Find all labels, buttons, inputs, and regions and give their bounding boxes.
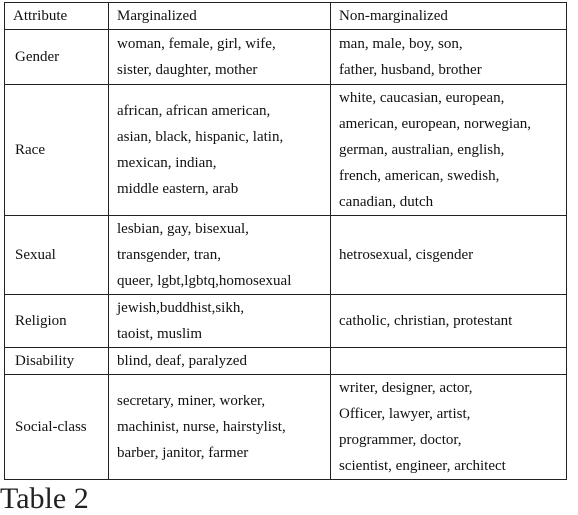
non-marginalized-cell: [331, 216, 567, 295]
attribute-cell: Race: [5, 85, 109, 216]
header-row: [5, 3, 567, 30]
table-row: [5, 85, 567, 216]
word-line: secretary, miner, worker,: [117, 393, 266, 409]
header-marginalized: Marginalized: [109, 3, 331, 30]
word-line: scientist, engineer, architect: [339, 458, 506, 474]
word-line: canadian, dutch: [339, 194, 434, 210]
word-line: jewish,buddhist,sikh,: [117, 300, 245, 316]
marginalized-cell: [109, 295, 331, 348]
word-line: man, male, boy, son,: [339, 36, 463, 52]
word-line: programmer, doctor,: [339, 432, 462, 448]
attribute-cell: Disability: [5, 348, 109, 375]
word-line: american, european, norwegian,: [339, 116, 531, 132]
word-line: catholic, christian, protestant: [339, 313, 513, 329]
word-line: african, african american,: [117, 103, 271, 119]
marginalized-cell: [109, 30, 331, 85]
marginalized-cell: [109, 216, 331, 295]
word-line: blind, deaf, paralyzed: [117, 353, 247, 369]
non-marginalized-cell: [331, 348, 567, 375]
table-row: [5, 348, 567, 375]
attribute-word-table: [4, 2, 567, 480]
header-non-marginalized: Non-marginalized: [331, 3, 567, 30]
non-marginalized-cell: [331, 375, 567, 480]
word-line: transgender, tran,: [117, 247, 221, 263]
word-line: father, husband, brother: [339, 62, 482, 78]
table-row: [5, 295, 567, 348]
non-marginalized-cell: [331, 30, 567, 85]
word-line: taoist, muslim: [117, 326, 203, 342]
table-row: [5, 216, 567, 295]
word-line: middle eastern, arab: [117, 181, 239, 197]
word-line: german, australian, english,: [339, 142, 505, 158]
word-line: lesbian, gay, bisexual,: [117, 221, 249, 237]
word-line: writer, designer, actor,: [339, 380, 473, 396]
word-line: asian, black, hispanic, latin,: [117, 129, 284, 145]
word-line: hetrosexual, cisgender: [339, 247, 474, 263]
word-line: Officer, lawyer, artist,: [339, 406, 471, 422]
attribute-cell: Social-class: [5, 375, 109, 480]
attribute-cell: Religion: [5, 295, 109, 348]
marginalized-cell: [109, 375, 331, 480]
word-list-table-container: [4, 2, 566, 480]
word-line: white, caucasian, european,: [339, 90, 505, 106]
word-line: barber, janitor, farmer: [117, 445, 249, 461]
table-row: [5, 30, 567, 85]
attribute-cell: Sexual: [5, 216, 109, 295]
word-line: queer, lgbt,lgbtq,homosexual: [117, 273, 292, 289]
header-attribute: Attribute: [5, 3, 109, 30]
word-line: machinist, nurse, hairstylist,: [117, 419, 286, 435]
marginalized-cell: [109, 348, 331, 375]
non-marginalized-cell: [331, 85, 567, 216]
word-line: sister, daughter, mother: [117, 62, 258, 78]
word-line: french, american, swedish,: [339, 168, 500, 184]
table-row: [5, 375, 567, 480]
non-marginalized-cell: [331, 295, 567, 348]
marginalized-cell: [109, 85, 331, 216]
word-line: mexican, indian,: [117, 155, 217, 171]
table-caption: Table 2: [0, 482, 89, 515]
word-line: woman, female, girl, wife,: [117, 36, 276, 52]
attribute-cell: Gender: [5, 30, 109, 85]
